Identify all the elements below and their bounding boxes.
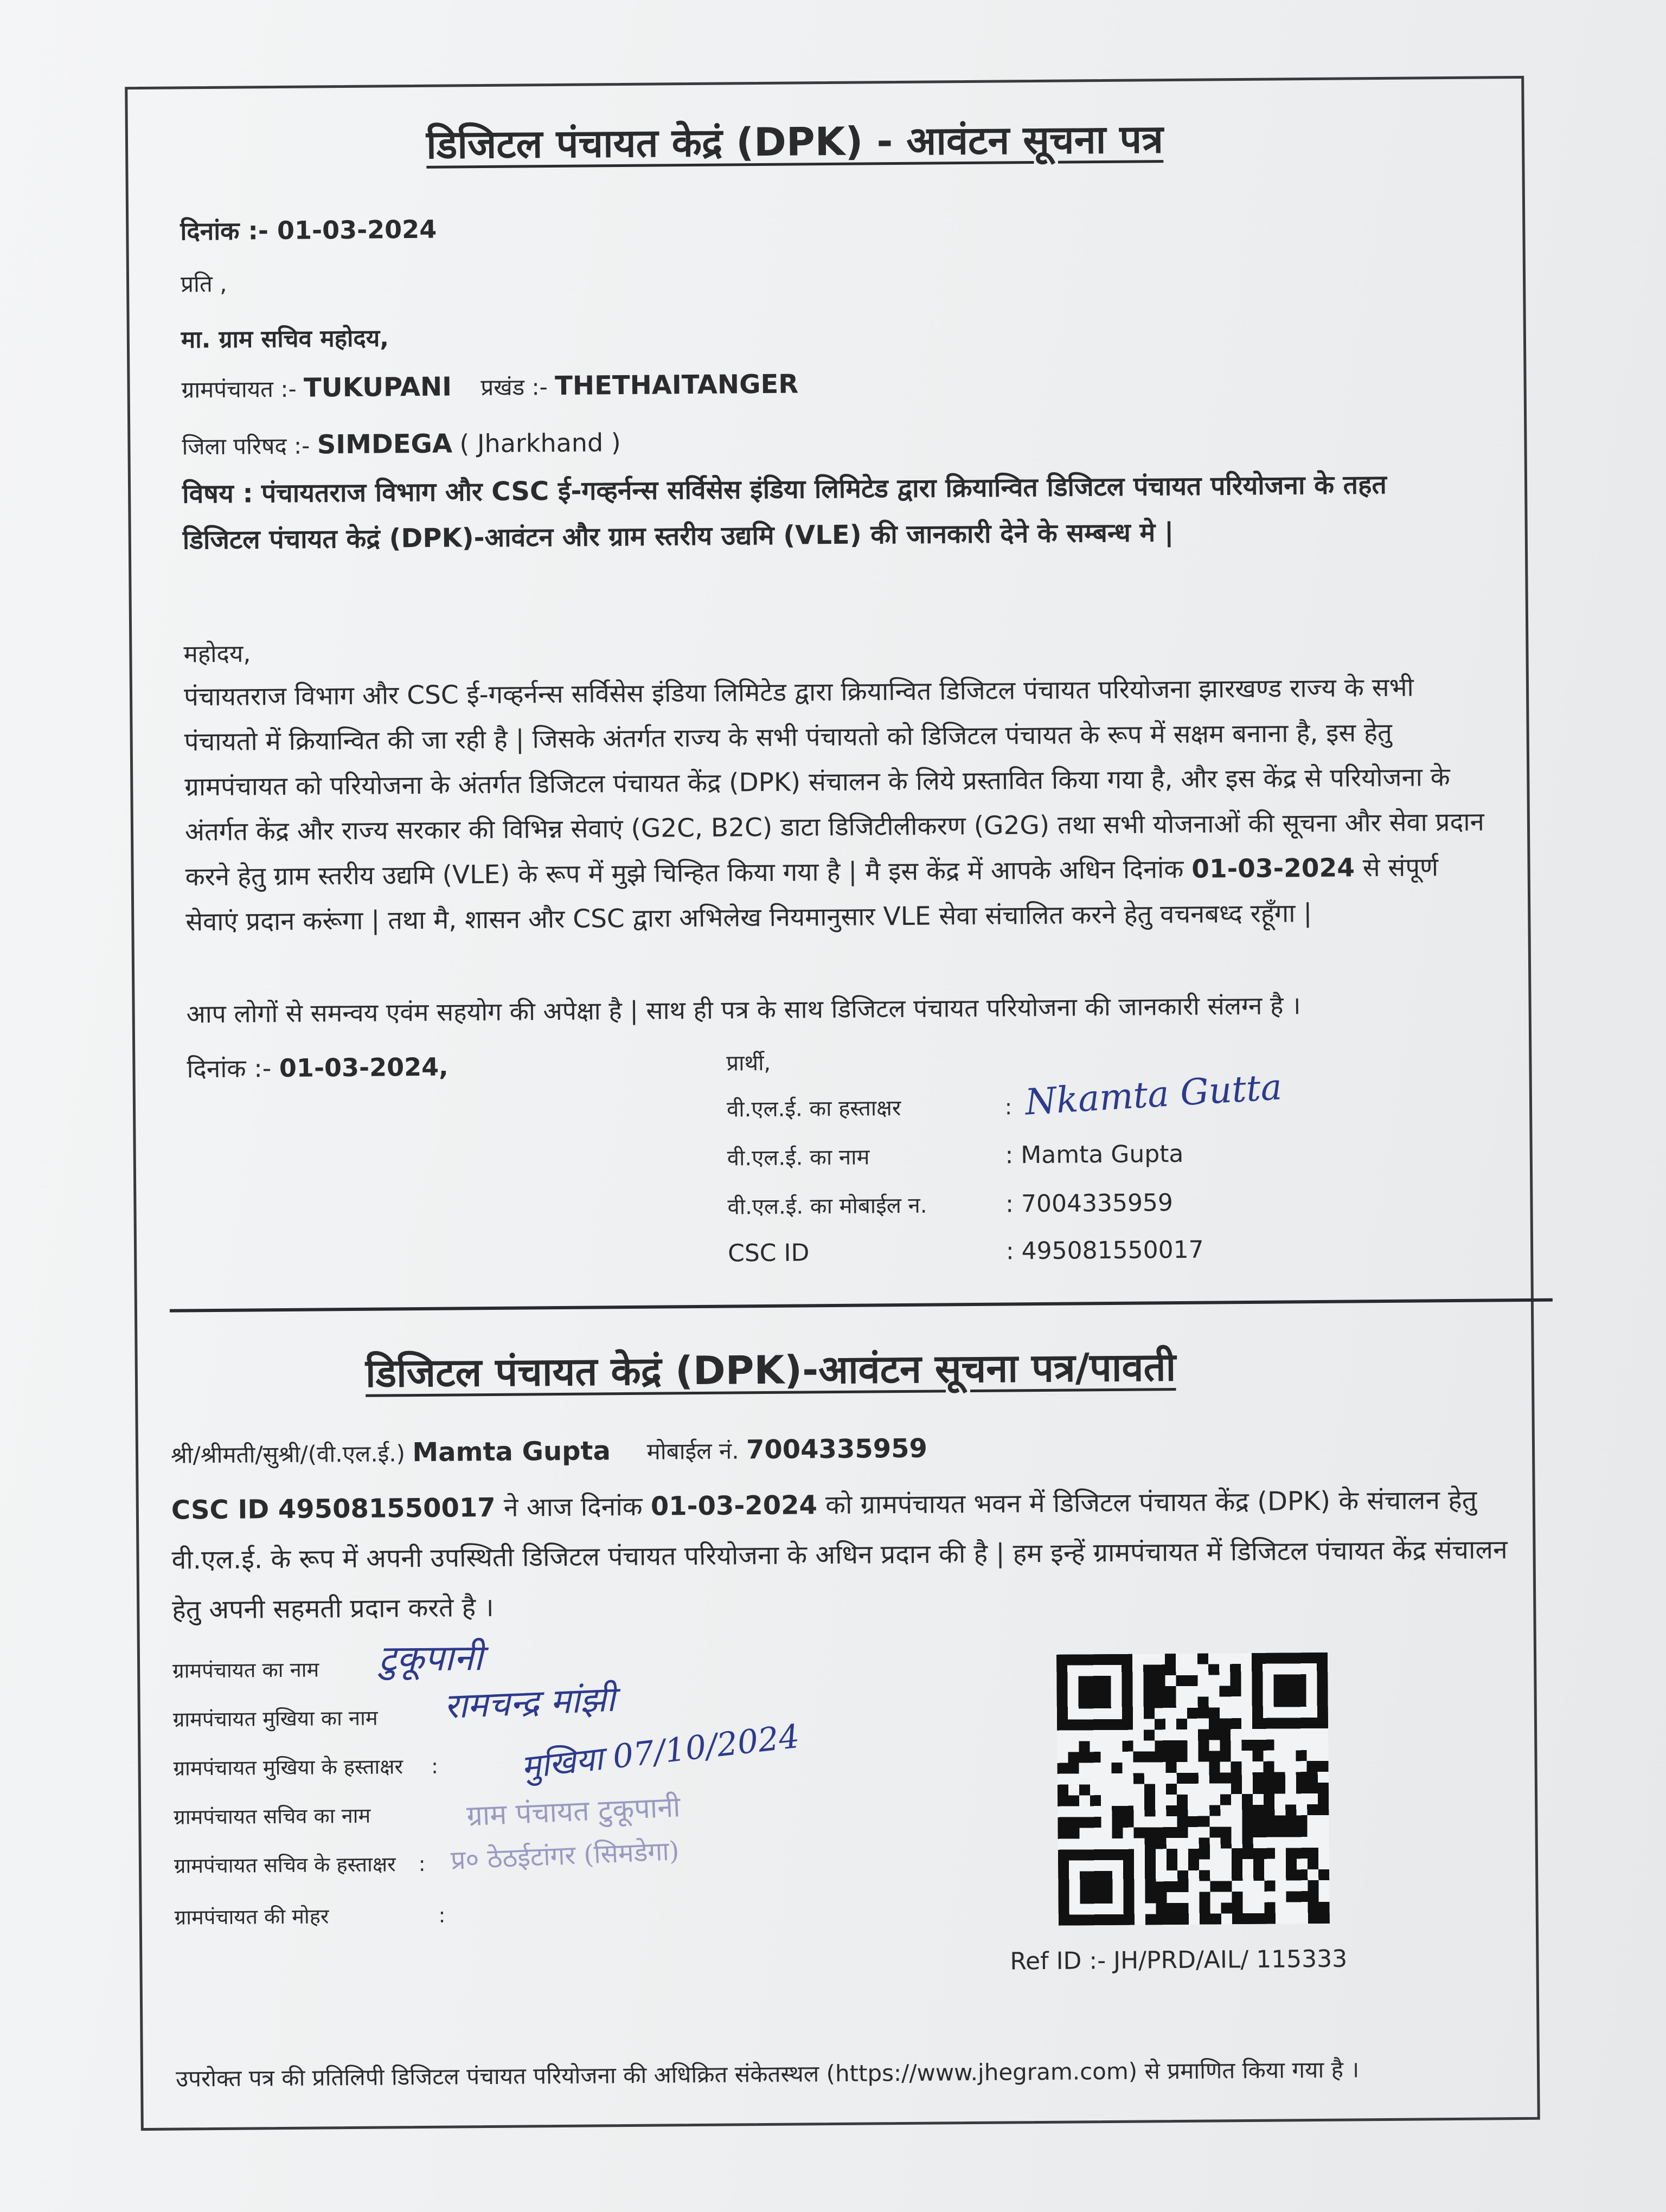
panchayat-line — [181, 369, 798, 404]
seal-label: ग्रामपंचायत की मोहर — [174, 1904, 329, 1930]
district-line — [182, 427, 621, 461]
gp-name-handwritten: टुकूपानी — [378, 1637, 483, 1680]
receipt-body-date: 01-03-2024 — [650, 1490, 818, 1522]
section-divider — [170, 1298, 1553, 1313]
footer-date-value: 01-03-2024, — [279, 1052, 448, 1083]
receipt-body-part1: ने आज दिनांक — [503, 1491, 643, 1523]
mukhiya-name-label: ग्रामपंचायत मुखिया का नाम — [172, 1706, 378, 1732]
seal-colon: : — [438, 1903, 446, 1927]
receipt-csc-id: CSC ID 495081550017 — [171, 1492, 496, 1526]
document-border — [125, 76, 1540, 2131]
footer-date-label: दिनांक :- — [187, 1053, 272, 1084]
receipt-salutation-prefix: श्री/श्रीमती/सुश्री/(वी.एल.ई.) — [170, 1440, 406, 1469]
letter-date — [180, 212, 437, 248]
date-value: 01-03-2024 — [277, 214, 437, 245]
vle-sign-label: वी.एल.ई. का हस्ताक्षर — [726, 1096, 901, 1122]
vle-name-label: वी.एल.ई. का नाम — [727, 1144, 870, 1171]
receipt-vle-line — [171, 1433, 927, 1470]
mukhiya-sign-colon: : — [431, 1754, 439, 1778]
vle-mobile-row — [727, 1187, 1173, 1220]
subject-line — [182, 461, 1473, 564]
body-part1: पंचायतराज विभाग और CSC ई-गव्हर्नन्स सर्विसेस इंडिया लिमिटेड द्वारा क्रियान्वित डिजिटल पंचायत परियोजना झारखण्ड राज्य के सभी पंचायतो में क्रियान्वित की जा रही है | जिसके अंतर्गत राज्य के सभी पंचायतो को डिजिटल पंचायत के रूप में सक्षम बनाना है, इस हेतु ग्रामपंचायत को परियोजना के अंतर्गत डिजिटल पंचायत केंद्र (DPK) संचालन के लिये प्रस्तावित किया गया है, और इस केंद्र से परियोजना के अंतर्गत केंद्र और राज्य सरकार की विभिन्न सेवाएं (G2C, B2C) डाटा डिजिटीलीकरण (G2G) तथा सभी योजनाओं की सूचना और सेवा प्रदान करने हेतु ग्राम स्तरीय उद्यमि (VLE) के रूप में मुझे चिन्हित किया गया है | मै इस केंद्र में आपके अधिन दिनांक — [183, 672, 1484, 892]
sachiv-sign-colon: : — [418, 1851, 426, 1876]
subject-text: पंचायतराज विभाग और CSC ई-गव्हर्नन्स सर्विसेस इंडिया लिमिटेड द्वारा क्रियान्वित डिजिटल पंचायत परियोजना के तहत डिजिटल पंचायत केद्रं (DPK)-आवंटन और ग्राम स्तरीय उद्यमि (VLE) की जानकारी देने के सम्बन्ध मे | — [182, 469, 1387, 556]
subject-prefix: विषय : — [182, 478, 253, 510]
panchayat-label: ग्रामपंचायत :- — [181, 375, 297, 403]
gp-name-label: ग्रामपंचायत का नाम — [172, 1657, 319, 1683]
vle-signature: Nkamta Gutta — [1024, 1066, 1283, 1123]
mukhiya-sign-row — [173, 1752, 438, 1782]
addressee: मा. ग्राम सचिव महोदय, — [181, 324, 389, 354]
body-date: 01-03-2024 — [1191, 853, 1355, 884]
panchayat-value: TUKUPANI — [303, 371, 452, 403]
letter-body — [184, 664, 1493, 944]
footer-date — [187, 1050, 448, 1085]
qr-finder-square — [1273, 1674, 1306, 1707]
qr-code — [1056, 1652, 1330, 1926]
stamp-line1: ग्राम पंचायत टुकूपानी — [466, 1791, 681, 1833]
vle-mobile-value: : 7004335959 — [1005, 1189, 1174, 1218]
mukhiya-signature: मुखिया 07/10/2024 — [519, 1717, 802, 1787]
prati-line: प्रति , — [180, 270, 227, 298]
vle-name-row — [727, 1139, 1184, 1172]
letter-title: डिजिटल पंचायत केद्रं (DPK) - आवंटन सूचना पत्र — [426, 116, 1164, 168]
receipt-mobile-value: 7004335959 — [746, 1433, 928, 1465]
mukhiya-sign-label: ग्रामपंचायत मुखिया के हस्ताक्षर — [173, 1754, 403, 1780]
block-value: THETHAITANGER — [554, 369, 799, 401]
csc-id-label: CSC ID — [727, 1239, 810, 1268]
date-label: दिनांक :- — [180, 216, 269, 246]
mukhiya-name-handwritten: रामचन्द्र मांझी — [443, 1679, 616, 1727]
sachiv-sign-label: ग्रामपंचायत सचिव के हस्ताक्षर — [174, 1852, 396, 1878]
block-label: प्रखंड :- — [480, 374, 548, 401]
vle-sign-colon: : — [1004, 1095, 1013, 1120]
body-part2: से संपूर्ण सेवाएं प्रदान करूंगा | तथा मै, शासन और CSC द्वारा अभिलेख नियमानुसार VLE सेवा संचालित करने हेतु वचनबध्द रहूँगा | — [185, 852, 1439, 937]
receipt-mobile-label: मोबाईल नं. — [646, 1437, 739, 1465]
vle-mobile-label: वी.एल.ई. का मोबाईल न. — [727, 1193, 927, 1220]
seal-row — [175, 1901, 446, 1931]
closing-line: आप लोगों से समन्वय एवंम सहयोग की अपेक्षा है | साथ ही पत्र के साथ डिजिटल पंचायत परियोजना की जानकारी संलग्न है । — [186, 991, 1301, 1029]
receipt-body-part2: को ग्रामपंचायत भवन में डिजिटल पंचायत केंद्र (DPK) के संचालन हेतु वी.एल.ई. के रूप में अपनी उपस्थिती डिजिटल पंचायत परियोजना के अधिन प्रदान की है | हम इन्हें ग्रामपंचायत में डिजिटल पंचायत केंद्र संचालन हेतु अपनी सहमती प्रदान करते है । — [171, 1484, 1508, 1625]
vle-name-value: : Mamta Gupta — [1005, 1140, 1184, 1169]
sachiv-sign-row — [174, 1849, 426, 1880]
applicant-label: प्रार्थी, — [726, 1050, 771, 1076]
ref-id: Ref ID :- JH/PRD/AIL/ 115333 — [1010, 1945, 1348, 1976]
csc-id-row — [728, 1236, 1204, 1268]
footer-note: उपरोक्त पत्र की प्रतिलिपी डिजिटल पंचायत परियोजना की अधिक्रित संकेतस्थल (https://www.jhegram.com) से प्रमाणित किया गया है । — [175, 2056, 1360, 2092]
district-value: SIMDEGA — [317, 428, 453, 460]
qr-finder-square — [1080, 1871, 1112, 1904]
qr-finder-square — [1078, 1676, 1111, 1708]
csc-id-value: : 495081550017 — [1005, 1236, 1204, 1265]
receipt-body — [171, 1475, 1511, 1635]
vle-sign-row — [727, 1091, 1013, 1123]
stamp-line2: प्र० ठेठईटांगर (सिमडेगा) — [450, 1835, 680, 1876]
state-value: ( Jharkhand ) — [459, 428, 621, 459]
district-label: जिला परिषद :- — [182, 432, 310, 460]
receipt-vle-name: Mamta Gupta — [412, 1436, 611, 1468]
salutation: महोदय, — [183, 640, 251, 668]
receipt-title: डिजिटल पंचायत केद्रं (DPK)-आवंटन सूचना पत्र/पावती — [365, 1344, 1176, 1396]
sachiv-name-label: ग्रामपंचायत सचिव का नाम — [174, 1803, 371, 1829]
